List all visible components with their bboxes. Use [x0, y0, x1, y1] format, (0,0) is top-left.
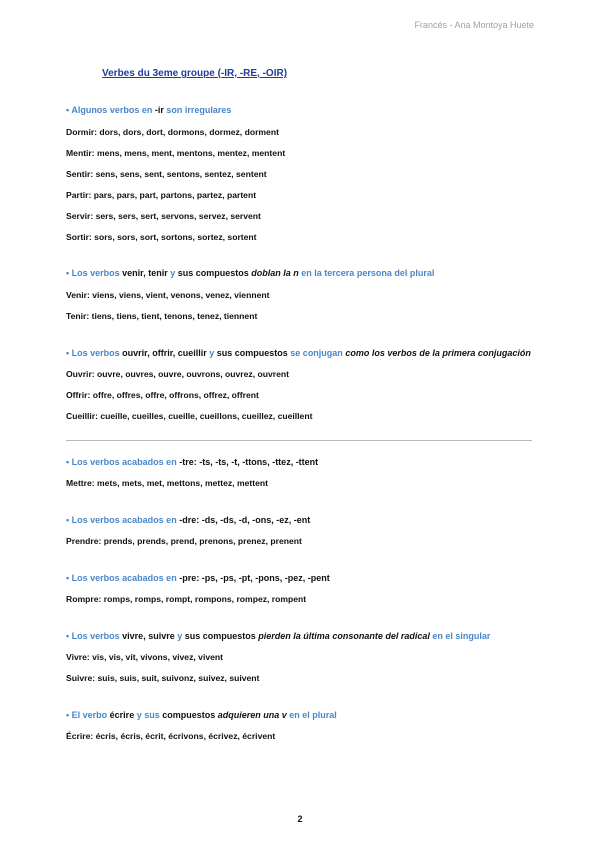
section-intro: [66, 457, 318, 467]
conjugation-line: Offrir: offre, offres, offre, offrons, offrez, offrent: [66, 390, 259, 400]
conjugation-line: Dormir: dors, dors, dort, dormons, dormez, dorment: [66, 127, 279, 137]
intro-text: como los verbos de la primera conjugación: [345, 348, 531, 358]
intro-text: -dre: -ds, -ds, -d, -ons, -ez, -ent: [179, 515, 311, 525]
intro-text: ouvrir: [122, 348, 148, 358]
intro-text: • Los verbos: [66, 268, 123, 278]
section-intro: [66, 710, 337, 720]
intro-text: adquieren una v: [217, 710, 287, 720]
intro-text: pierden la última consonante del radical: [258, 631, 430, 641]
intro-text: -pre: -ps, -ps, -pt, -pons, -pez, -pent: [179, 573, 330, 583]
conjugation-line: Rompre: romps, romps, rompt, rompons, rompez, rompent: [66, 594, 307, 604]
conjugation-line: Venir: viens, viens, vient, venons, venez, viennent: [66, 290, 270, 300]
intro-text: ,: [143, 268, 149, 278]
intro-text: en el plural: [286, 710, 337, 720]
intro-text: écrire: [109, 710, 135, 720]
intro-text: venir: [122, 268, 144, 278]
conjugation-line: Cueillir: cueille, cueilles, cueille, cueillons, cueillez, cueillent: [66, 411, 313, 421]
conjugation-line: Mettre: mets, mets, met, mettons, mettez, mettent: [66, 478, 268, 488]
section-intro: [66, 105, 231, 115]
section-intro: [66, 268, 434, 278]
intro-text: • Los verbos acabados en: [66, 515, 180, 525]
intro-text: doblan la n: [251, 268, 299, 278]
intro-text: sus compuestos: [216, 348, 291, 358]
intro-text: en el singular: [429, 631, 491, 641]
page-title: Verbes du 3eme groupe (-IR, -RE, -OIR): [102, 68, 288, 79]
intro-text: en la tercera persona del plural: [298, 268, 435, 278]
conjugation-line: Ouvrir: ouvre, ouvres, ouvre, ouvrons, ouvrez, ouvrent: [66, 369, 290, 379]
conjugation-line: Sentir: sens, sens, sent, sentons, sentez, sentent: [66, 169, 267, 179]
intro-text: vivre: [122, 631, 144, 641]
intro-text: y: [206, 348, 217, 358]
intro-text: sus compuestos: [177, 268, 252, 278]
conjugation-line: Partir: pars, pars, part, partons, partez, partent: [66, 190, 257, 200]
intro-text: y: [167, 268, 178, 278]
intro-text: son irregulares: [163, 105, 232, 115]
conjugation-line: Suivre: suis, suis, suit, suivonz, suivez, suivent: [66, 673, 260, 683]
intro-text: -ir: [154, 105, 164, 115]
intro-text: ,: [172, 348, 178, 358]
page-header: Francés - Ana Montoya Huete: [414, 20, 534, 30]
intro-text: tenir: [148, 268, 168, 278]
intro-text: • Los verbos: [66, 631, 123, 641]
intro-text: suivre: [148, 631, 175, 641]
intro-text: -tre: -ts, -ts, -t, -ttons, -ttez, -ttent: [179, 457, 319, 467]
conjugation-line: Servir: sers, sers, sert, servons, servez, servent: [66, 211, 261, 221]
horizontal-divider: [66, 440, 532, 441]
intro-text: y sus: [134, 710, 163, 720]
conjugation-line: Prendre: prends, prends, prend, prenons, prenez, prenent: [66, 536, 302, 546]
section-intro: [66, 348, 531, 358]
conjugation-line: Vivre: vis, vis, vit, vivons, vivez, vivent: [66, 652, 223, 662]
intro-text: ,: [147, 348, 153, 358]
intro-text: y: [174, 631, 185, 641]
intro-text: ,: [143, 631, 149, 641]
conjugation-line: Écrire: écris, écris, écrit, écrivons, écrivez, écrivent: [66, 731, 276, 741]
intro-text: compuestos: [162, 710, 218, 720]
intro-text: offrir: [152, 348, 173, 358]
conjugation-line: Tenir: tiens, tiens, tient, tenons, tenez, tiennent: [66, 311, 258, 321]
intro-text: • Los verbos acabados en: [66, 573, 180, 583]
conjugation-line: Sortir: sors, sors, sort, sortons, sortez, sortent: [66, 232, 257, 242]
section-intro: [66, 631, 490, 641]
section-intro: [66, 515, 310, 525]
intro-text: • Los verbos acabados en: [66, 457, 180, 467]
page-number: 2: [297, 814, 303, 824]
intro-text: • Los verbos: [66, 348, 123, 358]
conjugation-line: Mentir: mens, mens, ment, mentons, mentez, mentent: [66, 148, 286, 158]
intro-text: • Algunos verbos en: [66, 105, 155, 115]
intro-text: • El verbo: [66, 710, 110, 720]
intro-text: sus compuestos: [184, 631, 259, 641]
intro-text: cueillir: [177, 348, 207, 358]
intro-text: se conjugan: [290, 348, 346, 358]
section-intro: [66, 573, 330, 583]
